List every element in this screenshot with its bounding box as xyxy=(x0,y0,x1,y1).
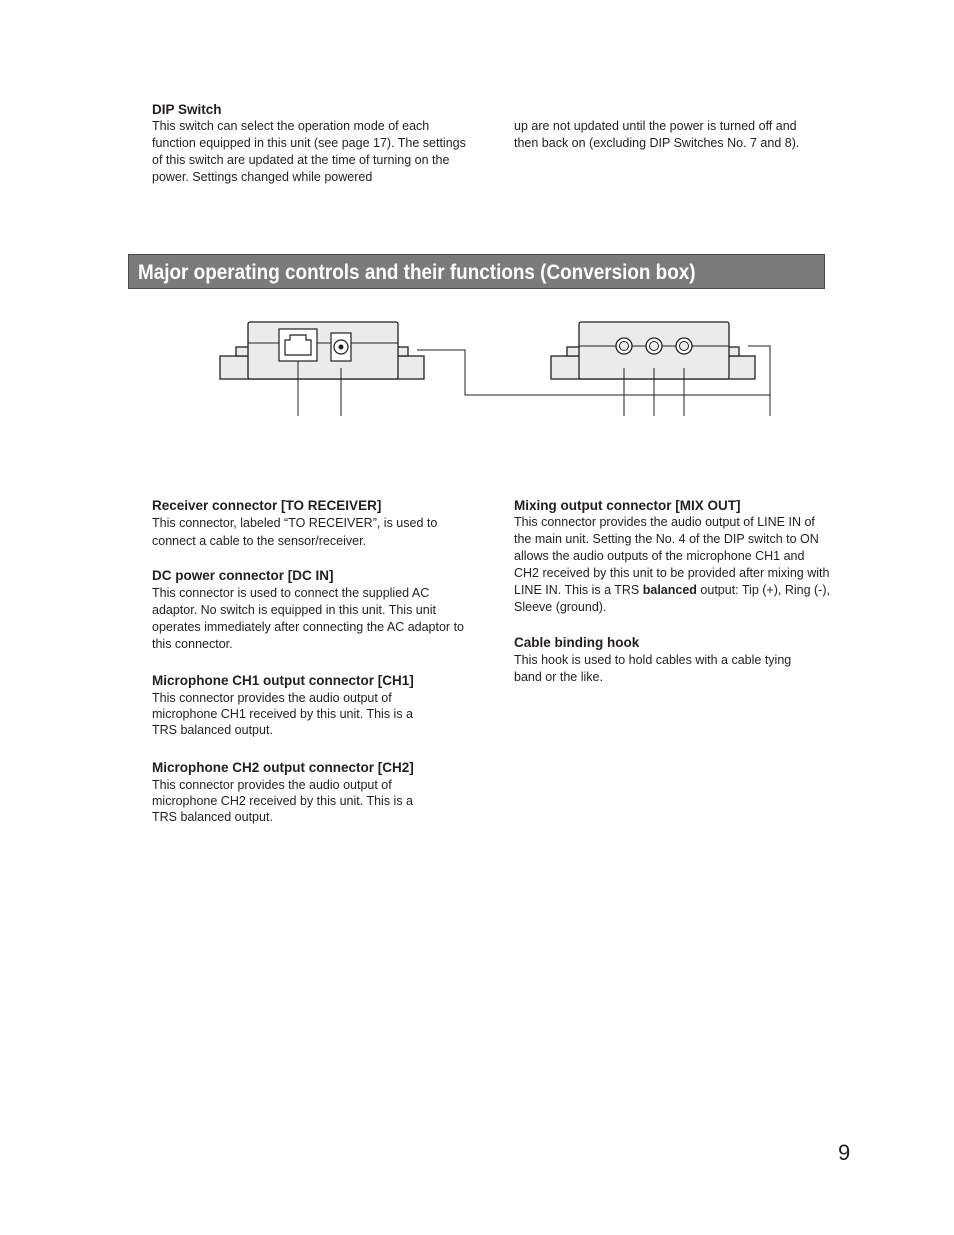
ch2-heading: Microphone CH2 output connector [CH2] xyxy=(152,760,414,775)
mix-out-connector-icon xyxy=(676,338,692,354)
mix-out-heading: Mixing output connector [MIX OUT] xyxy=(514,498,741,513)
cable-hook-heading: Cable binding hook xyxy=(514,635,640,650)
receiver-connector-heading: Receiver connector [TO RECEIVER] xyxy=(152,498,382,513)
dc-power-text: This connector is used to connect the supplied AC adaptor. No switch is equipped in this unit. This unit operates immediately after connecting the AC adaptor to this connector. xyxy=(152,586,464,651)
section-title: Major operating controls and their functions (Conversion box) xyxy=(138,261,696,284)
page-number: 9 xyxy=(838,1140,851,1165)
ch2-connector-icon xyxy=(646,338,662,354)
dc-power-heading: DC power connector [DC IN] xyxy=(152,568,334,583)
mix-out-text xyxy=(514,514,830,616)
cable-hook-text: This hook is used to hold cables with a cable tying band or the like. xyxy=(514,653,792,684)
ch2-text: This connector provides the audio output of microphone CH2 received by this unit. This is a TRS balanced output. xyxy=(152,778,413,824)
dip-switch-text-col1: This switch can select the operation mode of each function equipped in this unit (see page 17). The settings of this switch are updated at the time of turning on the power. Settings changed while powered xyxy=(152,119,466,184)
receiver-connector-text: This connector, labeled “TO RECEIVER”, is used to connect a cable to the sensor/receiver. xyxy=(152,516,438,548)
mix-out-text-bold: balanced xyxy=(642,583,697,597)
conversion-box-diagram xyxy=(0,0,954,440)
left-device-body xyxy=(248,322,398,379)
mix-out-text-part2: output: Tip (+), Ring (-), Sleeve (ground). xyxy=(514,583,830,614)
mix-out-text-part1: This connector provides the audio output of LINE IN of the main unit. Setting the No. 4 of the DIP switch to ON allows the audio outputs of the microphone CH1 and CH2 received by this unit to be provided after mixing with LINE IN. This is a TRS xyxy=(514,515,830,597)
dc-power-connector-icon xyxy=(331,333,351,361)
ch1-connector-icon xyxy=(616,338,632,354)
receiver-connector-icon xyxy=(279,329,317,361)
right-device-illustration xyxy=(551,322,755,379)
ch1-heading: Microphone CH1 output connector [CH1] xyxy=(152,673,414,688)
dip-switch-text-col2: up are not updated until the power is turned off and then back on (excluding DIP Switches No. 7 and 8). xyxy=(514,119,800,150)
ch1-text: This connector provides the audio output of microphone CH1 received by this unit. This is a TRS balanced output. xyxy=(152,691,413,737)
left-device-illustration xyxy=(220,322,424,379)
dip-switch-heading: DIP Switch xyxy=(152,102,222,117)
